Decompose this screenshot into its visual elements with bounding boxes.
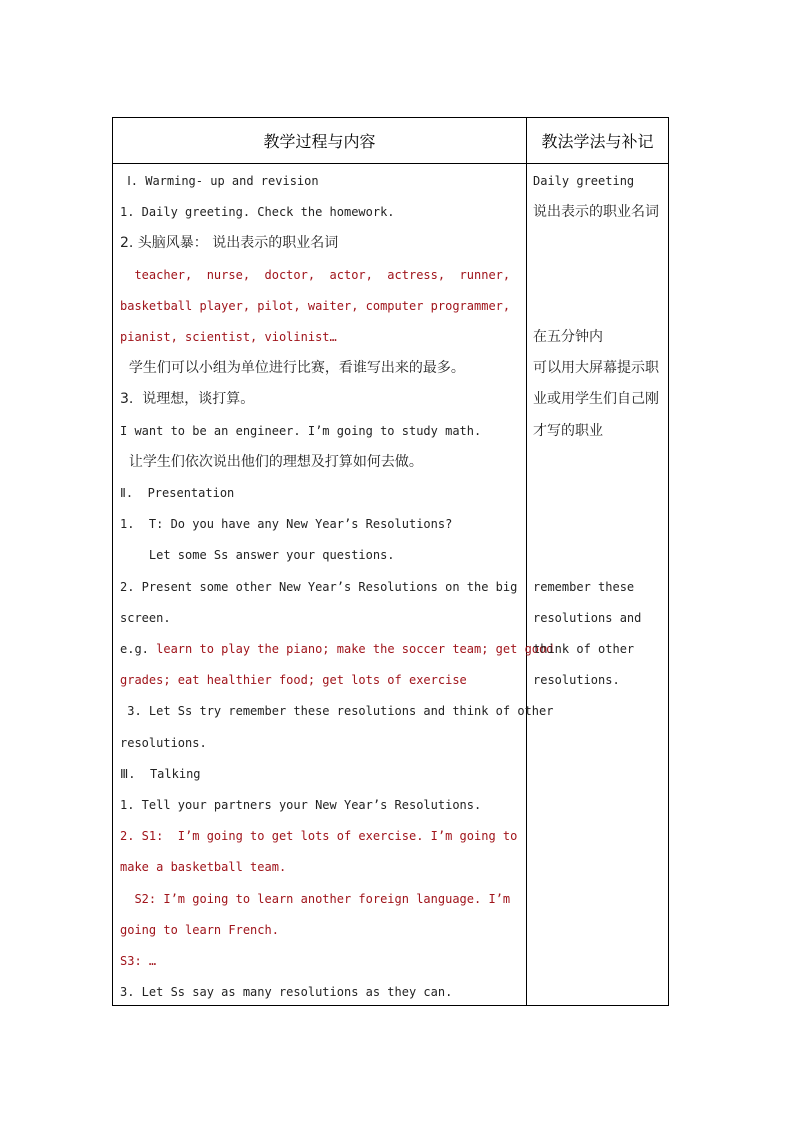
note-line: Daily greeting bbox=[533, 174, 635, 188]
content-line: Ⅰ. Warming- up and revision bbox=[120, 174, 319, 188]
content-line: Ⅲ. Talking bbox=[120, 766, 201, 781]
note-line: 业或用学生们自己刚 bbox=[533, 391, 659, 408]
note-line: think of other bbox=[533, 642, 635, 656]
table-header-row bbox=[113, 118, 669, 164]
table-body-row bbox=[113, 164, 669, 1006]
content-line: resolutions. bbox=[120, 735, 207, 750]
content-line: basketball player, pilot, waiter, computer programmer, bbox=[120, 298, 511, 313]
content-line: 让学生们依次说出他们的理想及打算如何去做。 bbox=[120, 453, 423, 470]
content-line: Ⅱ. Presentation bbox=[120, 486, 235, 500]
note-line: 在五分钟内 bbox=[533, 329, 603, 345]
content-line: pianist, scientist, violinist… bbox=[120, 330, 337, 344]
process-content bbox=[113, 164, 554, 1005]
notes-cell bbox=[527, 164, 669, 1006]
content-line: S2: I’m going to learn another foreign language. I’m bbox=[120, 891, 511, 906]
content-line: 2. 头脑风暴： 说出表示的职业名词 bbox=[120, 235, 339, 252]
content-line: 3. Let Ss say as many resolutions as they can. bbox=[120, 985, 453, 1000]
content-line: 2. Present some other New Year’s Resolutions on the big bbox=[120, 579, 518, 594]
note-line: resolutions and bbox=[533, 610, 642, 625]
note-line: remember these bbox=[533, 579, 635, 594]
header-teaching-notes: 教法学法与补记 bbox=[527, 118, 669, 164]
content-line: teacher, nurse, doctor, actor, actress, runner, bbox=[120, 267, 511, 282]
note-line: 说出表示的职业名词 bbox=[533, 204, 659, 221]
line-highlight: learn to play the piano; make the soccer team; get good bbox=[156, 642, 554, 656]
process-content-cell bbox=[113, 164, 554, 1006]
content-line: 3. Let Ss try remember these resolutions and think of other bbox=[120, 704, 554, 719]
content-line: screen. bbox=[120, 610, 171, 625]
note-line: 可以用大屏幕提示职 bbox=[533, 360, 659, 377]
content-line: 3. 说理想，谈打算。 bbox=[120, 391, 255, 408]
content-line: S3: … bbox=[120, 954, 157, 968]
header-teaching-process: 教学过程与内容 bbox=[113, 118, 527, 164]
content-line: 2. S1: I’m going to get lots of exercise. I’m going to bbox=[120, 829, 518, 844]
note-line: 才写的职业 bbox=[533, 422, 603, 439]
content-line: 1. T: Do you have any New Year’s Resolutions? bbox=[120, 517, 453, 532]
lesson-plan-table bbox=[112, 117, 669, 1006]
content-line: 1. Daily greeting. Check the homework. bbox=[120, 205, 395, 220]
line-prefix: e.g. bbox=[120, 642, 157, 656]
content-line: 学生们可以小组为单位进行比赛，看谁写出来的最多。 bbox=[120, 360, 465, 377]
content-line: 1. Tell your partners your New Year’s Resolutions. bbox=[120, 798, 482, 812]
content-line: I want to be an engineer. I’m going to study math. bbox=[120, 423, 482, 438]
note-line: resolutions. bbox=[533, 673, 620, 688]
content-line: make a basketball team. bbox=[120, 860, 287, 875]
content-line: grades; eat healthier food; get lots of exercise bbox=[120, 673, 467, 688]
content-line: Let some Ss answer your questions. bbox=[120, 548, 395, 563]
content-line: going to learn French. bbox=[120, 922, 279, 937]
content-line bbox=[120, 634, 554, 665]
notes-content bbox=[527, 164, 668, 1005]
